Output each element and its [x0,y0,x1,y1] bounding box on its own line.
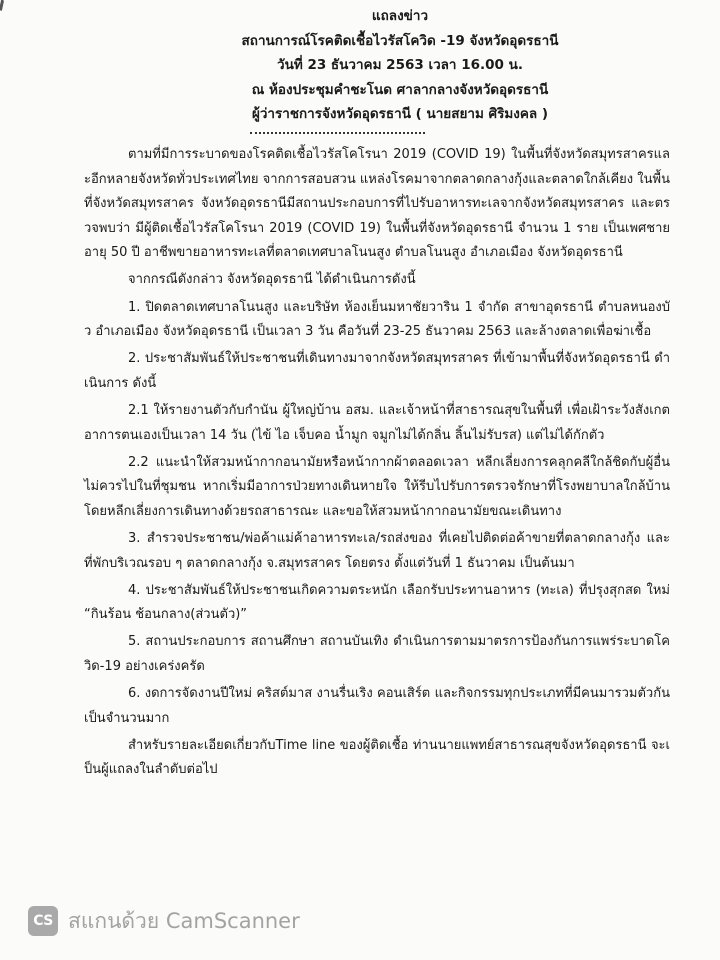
document-body [84,143,670,785]
action-item-5: 5. สถานประกอบการ สถานศึกษา สถานบันเทิง ดำเนินการตามมาตรการป้องกันการแพร่ระบาดโควิด-19 อย่างเคร่งครัด [84,634,670,674]
header-title: แถลงข่าว [371,8,429,24]
header-venue: ณ ห้องประชุมคำชะโนด ศาลากลางจังหวัดอุดรธานี [251,81,549,98]
intro-paragraph: ตามที่มีการระบาดของโรคติดเชื้อไวรัสโคโรนา 2019 (COVID 19) ในพื้นที่จังหวัดสมุทรสาครและอีกหลายจังหวัดทั่วประเทศไทย จากการสอบสวน แหล่งโรคมาจากตลาดกลางกุ้งและตลาดใกล้เคียง ในพื้นที่จังหวัดสมุทรสาคร จังหวัดอุดรธานีมีสถานประกอบการที่ไปรับอาหารทะเลจากจังหวัดสมุทรสาคร และตรวจพบว่า มีผู้ติดเชื้อไวรัสโคโรนา 2019 (COVID 19) ในพื้นที่จังหวัดอุดรธานี จำนวน 1 ราย เป็นเพศชาย อายุ 50 ปี อาชีพขายอาหารทะเลที่ตลาดเทศบาลโนนสูง ตำบลโนนสูง อำเภอเมือง จังหวัดอุดรธานี [84,147,670,261]
action-item-2-2: 2.2 แนะนำให้สวมหน้ากากอนามัยหรือหน้ากากผ้าตลอดเวลา หลีกเลี่ยงการคลุกคลีใกล้ชิดกับผู้อื่น ไม่ควรไปในที่ชุมชน หากเริ่มมีอาการป่วยทางเดินหายใจ ให้รีบไปรับการตรวจรักษาที่โรงพยาบาลใกล้บ้าน โดยหลีกเลี่ยงการเดินทางด้วยรถสาธารณะ และขอให้สวมหน้ากากอนามัยขณะเดินทาง [84,454,670,519]
press-release-header [120,4,680,127]
action-item-2-1: 2.1 ให้รายงานตัวกับกำนัน ผู้ใหญ่บ้าน อสม. และเจ้าหน้าที่สาธารณสุขในพื้นที่ เพื่อเฝ้าระวังสังเกตอาการตนเองเป็นเวลา 14 วัน (ไข้ ไอ เจ็บคอ น้ำมูก จมูกไม่ได้กลิ่น ลิ้นไม่รับรส) แต่ไม่ได้กักตัว [84,402,670,443]
camscanner-watermark-text: สแกนด้วย CamScanner [68,908,300,933]
action-item-2: 2. ประชาสัมพันธ์ให้ประชาชนที่เดินทางมาจากจังหวัดสมุทรสาคร ที่เข้ามาพื้นที่จังหวัดอุดรธานี ดำเนินการ ดังนี้ [84,351,670,391]
closing-paragraph: สำหรับรายละเอียดเกี่ยวกับTime line ของผู้ติดเชื้อ ท่านนายแพทย์สาธารณสุขจังหวัดอุดรธานี จะเป็นผู้แถลงในลำดับต่อไป [84,737,670,778]
header-speaker: ผู้ว่าราชการจังหวัดอุดรธานี ( นายสยาม ศิริมงคล ) [251,106,549,122]
camscanner-logo-icon: CS [28,906,58,936]
lead-paragraph: จากกรณีดังกล่าว จังหวัดอุดรธานี ได้ดำเนินการดังนี้ [128,272,416,288]
camscanner-watermark [28,905,300,937]
action-item-1: 1. ปิดตลาดเทศบาลโนนสูง และบริษัท ห้องเย็นมหาชัยวาริน 1 จำกัด สาขาอุดรธานี ตำบลหนองบัว อำเภอเมือง จังหวัดอุดรธานี เป็นเวลา 3 วัน คือวันที่ 23-25 ธันวาคม 2563 และล้างตลาดเพื่อฆ่าเชื้อ [84,299,670,340]
header-subject: สถานการณ์โรคติดเชื้อไวรัสโควิด -19 จังหวัดอุดรธานี [241,32,559,49]
header-dotted-divider [250,132,425,134]
action-item-4: 4. ประชาสัมพันธ์ให้ประชาชนเกิดความตระหนัก เลือกรับประทานอาหาร (ทะเล) ที่ปรุงสุกสด ใหม่ “กินร้อน ช้อนกลาง(ส่วนตัว)” [84,582,670,623]
header-date-time: วันที่ 23 ธันวาคม 2563 เวลา 16.00 น. [277,57,523,73]
action-item-6: 6. งดการจัดงานปีใหม่ คริสต์มาส งานรื่นเริง คอนเสิร์ต และกิจกรรมทุกประเภทที่มีคนมารวมตัวกันเป็นจำนวนมาก [84,685,670,726]
action-item-3: 3. สำรวจประชาชน/พ่อค้าแม่ค้าอาหารทะเล/รถส่งของ ที่เคยไปติดต่อค้าขายที่ตลาดกลางกุ้ง และที่พักบริเวณรอบ ๆ ตลาดกลางกุ้ง จ.สมุทรสาคร โดยตรง ตั้งแต่วันที่ 1 ธันวาคม เป็นต้นมา [84,530,670,571]
corner-scan-mark [0,0,18,14]
